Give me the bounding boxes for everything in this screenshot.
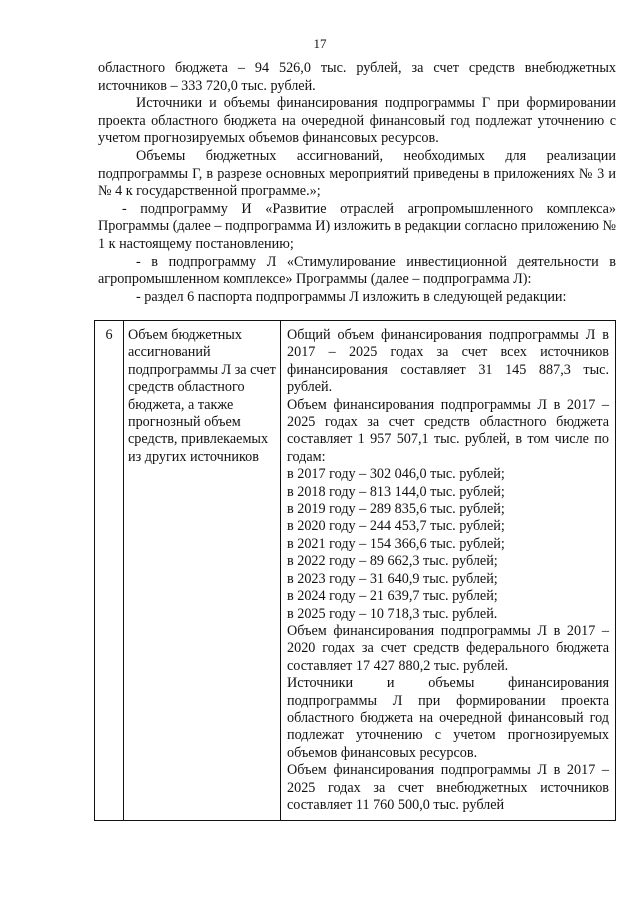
year-2022: в 2022 году – 89 662,3 тыс. рублей; [287, 553, 498, 570]
year-2017: в 2017 году – 302 046,0 тыс. рублей; [287, 466, 505, 483]
year-2021: в 2021 году – 154 366,6 тыс. рублей; [287, 535, 505, 552]
table-row [95, 321, 616, 821]
paragraph-section-6: - раздел 6 паспорта подпрограммы Л изложить в следующей редакции: [136, 288, 567, 305]
paragraph-continuation: областного бюджета – 94 526,0 тыс. рублей, за счет средств внебюджетных источников – 333 720,0 тыс. рублей. [98, 60, 616, 94]
paragraph-allocations: Объемы бюджетных ассигнований, необходимых для реализации подпрограммы Г, в разрезе основных мероприятий приведены в приложениях № 3 и № 4 к государственной программе.»; [98, 147, 616, 200]
paragraph-sources: Источники и объемы финансирования подпрограммы Г при формировании проекта областного бюджета на очередной финансовый год подлежат уточнению с учетом прогнозируемых объемов финансовых ресурсов. [98, 95, 616, 147]
regional-funding-text: Объем финансирования подпрограммы Л в 2017 – 2025 годах за счет средств областного бюджета составляет 1 957 507,1 тыс. рублей, в том числе по годам: [287, 396, 609, 465]
passport-table [94, 320, 616, 821]
page-number: 17 [313, 36, 327, 51]
total-funding-text: Общий объем финансирования подпрограммы Л в 2017 – 2025 годах за счет всех источников финансирования составляет 31 145 887,3 тыс. рублей. [287, 327, 609, 396]
year-2020: в 2020 году – 244 453,7 тыс. рублей; [287, 518, 505, 535]
row-number: 6 [95, 321, 124, 821]
year-2023: в 2023 году – 31 640,9 тыс. рублей; [287, 570, 498, 587]
year-2025: в 2025 году – 10 718,3 тыс. рублей. [287, 605, 498, 622]
paragraph-subprogram-i: - подпрограмму И «Развитие отраслей агропромышленного комплекса» Программы (далее – подпрограмма И) изложить в редакции согласно приложению № 1 к настоящему постановлению; [98, 200, 616, 252]
paragraph-subprogram-l: - в подпрограмму Л «Стимулирование инвестиционной деятельности в агропромышленном комплексе» Программы (далее – подпрограмма Л): [98, 253, 616, 288]
body-text [98, 60, 616, 306]
row-content [281, 321, 616, 821]
federal-funding-text: Объем финансирования подпрограммы Л в 2017 – 2020 годах за счет средств федерального бюджета составляет 17 427 880,2 тыс. рублей. [287, 622, 609, 674]
year-2018: в 2018 году – 813 144,0 тыс. рублей; [287, 483, 505, 500]
sources-clarification-text: Источники и объемы финансирования подпрограммы Л при формировании проекта областного бюджета на очередной финансовый год подлежат уточнению с учетом прогнозируемых объемов финансовых ресурсов. [287, 675, 609, 761]
extrabudget-funding-text: Объем финансирования подпрограммы Л в 2017 – 2025 годах за счет внебюджетных источников составляет 11 760 500,0 тыс. рублей [287, 762, 609, 813]
year-2019: в 2019 году – 289 835,6 тыс. рублей; [287, 501, 505, 518]
year-2024: в 2024 году – 21 639,7 тыс. рублей; [287, 588, 498, 605]
row-label: Объем бюджетных ассигнований подпрограммы Л за счет средств областного бюджета, а также прогнозный объем средств, привлекаемых из других источников [124, 321, 281, 821]
